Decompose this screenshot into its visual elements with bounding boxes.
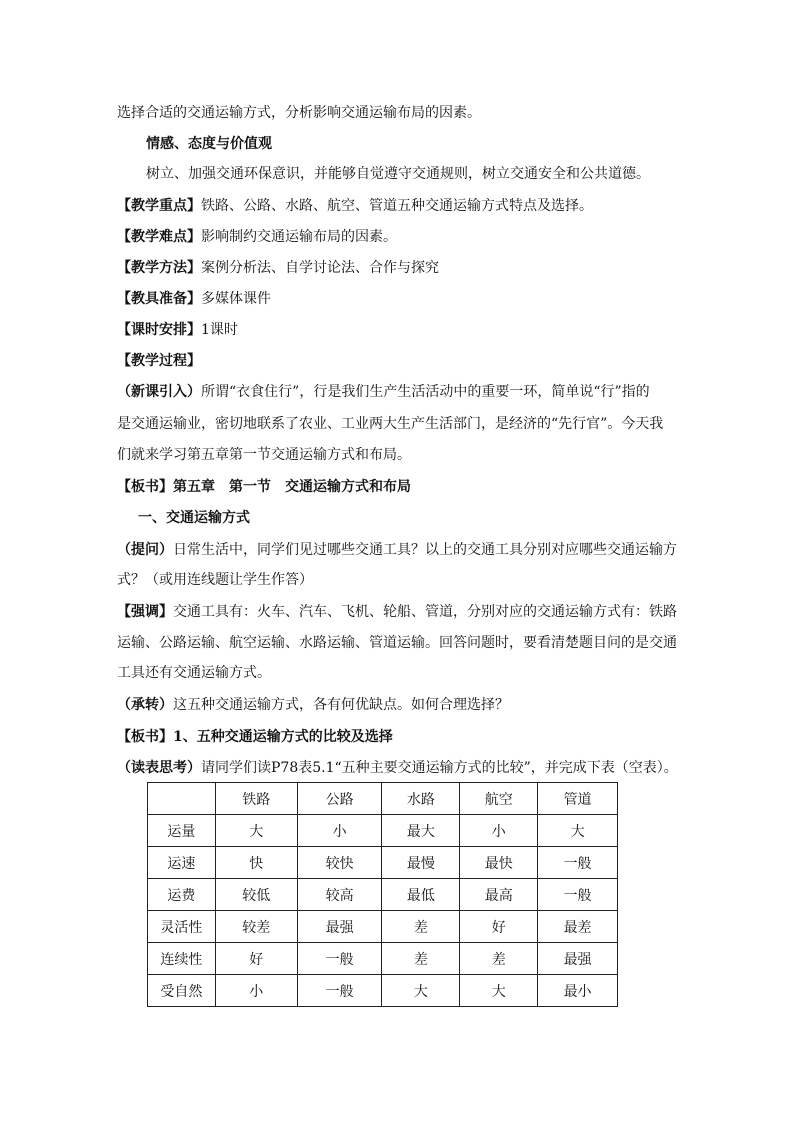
table-row [148,975,618,1007]
transport-comparison-table [147,782,618,1007]
objective-line: 选择合适的交通运输方式，分析影响交通运输布局的因素。 [117,105,481,121]
table-row [148,815,618,847]
table-cell: 大 [215,815,297,847]
table-cell: 最差 [538,911,618,943]
board-title-line: 【板书】第五章 第一节 交通运输方式和布局 [117,479,411,495]
table-cell: 好 [215,943,297,975]
emphasis-line-1: 【强调】交通工具有：火车、汽车、飞机、轮船、管道，分别对应的交通运输方式有：铁路 [117,604,677,620]
intro-paragraph-line-1: （新课引入）所谓“衣食住行”，行是我们生产生活活动中的重要一环，简单说“行”指的 [117,384,650,400]
transition-line: （承转）这五种交通运输方式，各有何优缺点。如何合理选择？ [117,697,509,713]
difficulty-line: 【教学难点】影响制约交通运输布局的因素。 [117,229,397,245]
table-cell: 最慢 [382,847,460,879]
table-header-cell [148,783,216,815]
table-cell: 较快 [297,847,382,879]
table-cell: 差 [382,911,460,943]
table-header-cell: 管道 [538,783,618,815]
key-points-line: 【教学重点】铁路、公路、水路、航空、管道五种交通运输方式特点及选择。 [117,198,593,214]
table-cell: 一般 [538,847,618,879]
table-cell: 最低 [382,879,460,911]
process-heading: 【教学过程】 [117,353,201,369]
table-cell: 一般 [297,943,382,975]
question-line-1: （提问）日常生活中，同学们见过哪些交通工具？以上的交通工具分别对应哪些交通运输方 [117,542,677,558]
table-cell: 差 [382,943,460,975]
table-row [148,847,618,879]
table-cell: 最强 [297,911,382,943]
table-cell: 最大 [382,815,460,847]
table-row [148,943,618,975]
table-header-row [148,783,618,815]
reading-task-line: （读表思考）请同学们读P78表5.1“五种主要交通运输方式的比较”，并完成下表（空表）。 [117,760,678,776]
emphasis-line-2: 运输、公路运输、航空运输、水路运输、管道运输。回答问题时，要看清楚题目问的是交通 [117,635,677,651]
table-header-cell: 公路 [297,783,382,815]
table-cell: 连续性 [148,943,216,975]
table-cell: 最快 [460,847,538,879]
table-header-cell: 水路 [382,783,460,815]
table-cell: 差 [460,943,538,975]
subsection-heading: 一、交通运输方式 [138,510,250,526]
table-cell: 小 [460,815,538,847]
table-cell: 好 [460,911,538,943]
table-cell: 最小 [538,975,618,1007]
table-row [148,911,618,943]
table-cell: 最强 [538,943,618,975]
emphasis-line-3: 工具还有交通运输方式。 [117,665,271,681]
attitude-text: 树立、加强交通环保意识，并能够自觉遵守交通规则，树立交通安全和公共道德。 [146,166,650,182]
materials-line: 【教具准备】多媒体课件 [117,291,271,307]
intro-paragraph-line-3: 们就来学习第五章第一节交通运输方式和布局。 [117,447,411,463]
table-cell: 运费 [148,879,216,911]
schedule-line: 【课时安排】1课时 [117,322,238,338]
table-cell: 小 [297,815,382,847]
table-cell: 大 [382,975,460,1007]
table-cell: 快 [215,847,297,879]
table-cell: 运量 [148,815,216,847]
question-line-2: 式？（或用连线题让学生作答） [117,572,313,588]
table-cell: 运速 [148,847,216,879]
table-cell: 小 [215,975,297,1007]
table-cell: 大 [460,975,538,1007]
table-cell: 较低 [215,879,297,911]
table-cell: 较高 [297,879,382,911]
table-cell: 一般 [538,879,618,911]
method-line: 【教学方法】案例分析法、自学讨论法、合作与探究 [117,260,439,276]
table-cell: 大 [538,815,618,847]
table-header-cell: 铁路 [215,783,297,815]
table-row [148,879,618,911]
intro-paragraph-line-2: 是交通运输业，密切地联系了农业、工业两大生产生活部门，是经济的“先行官”。今天我 [117,416,664,432]
table-cell: 灵活性 [148,911,216,943]
table-header-cell: 航空 [460,783,538,815]
table-cell: 较差 [215,911,297,943]
section-heading-attitude: 情感、态度与价值观 [146,136,272,152]
table-cell: 一般 [297,975,382,1007]
board-subtitle-line: 【板书】1、五种交通运输方式的比较及选择 [117,729,393,745]
table-cell: 最高 [460,879,538,911]
table-cell: 受自然 [148,975,216,1007]
